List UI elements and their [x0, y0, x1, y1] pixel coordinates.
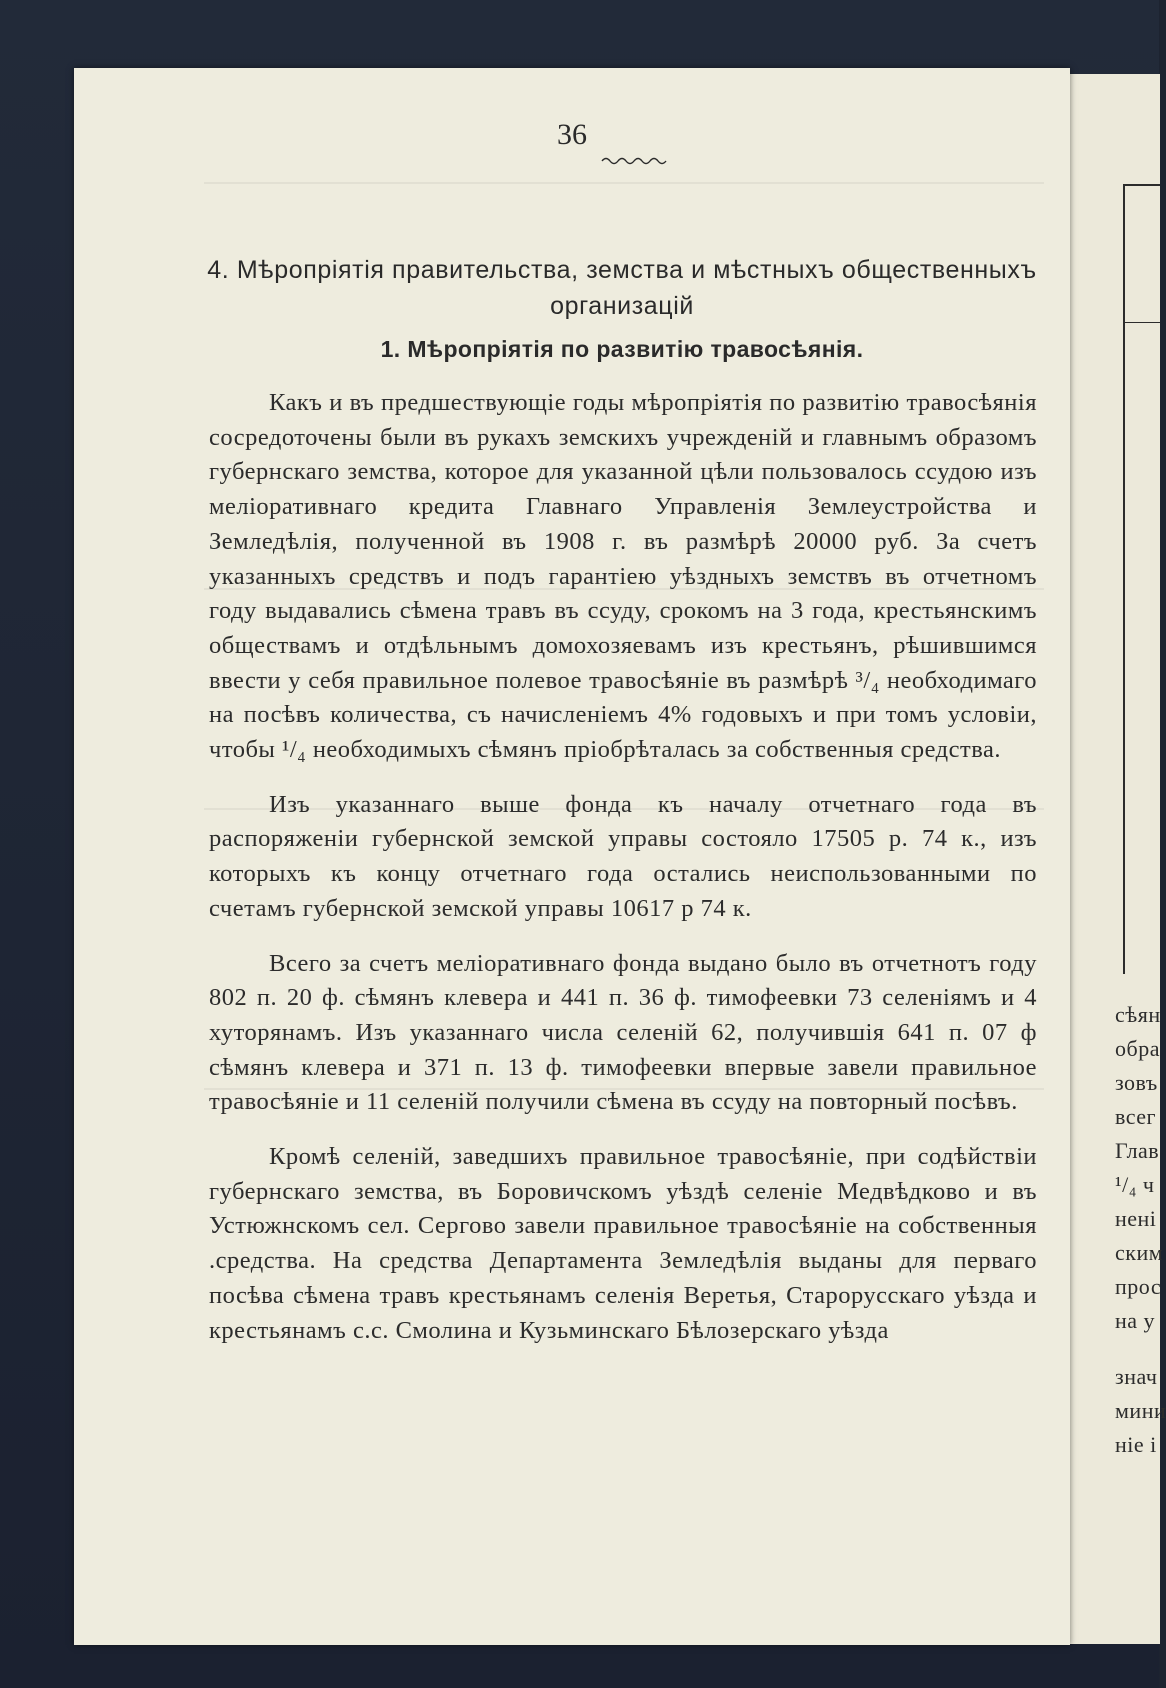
section-heading: 4. Мѣропріятія правительства, земства и мѣстныхъ общественныхъ организацій: [207, 256, 1037, 320]
show-through: [204, 182, 1044, 184]
fragment-line: Глав: [1115, 1138, 1160, 1163]
fragment-line: прос: [1115, 1274, 1162, 1299]
paragraph: Какъ и въ предшествующіе годы мѣропріятія по развитію травосѣянія сосредоточены были въ рукахъ земскихъ учрежденій и главнымъ образомъ губернскаго земства, которое для указанной цѣли пользовалось ссудою изъ меліоративнаго кредита Главнаго Управленія Землеустройства и Земледѣлія, полученной въ 1908 г. въ размѣрѣ 20000 руб. За счетъ указанныхъ средствъ и подъ гарантіею уѣздныхъ земствъ въ отчетномъ году выдавались сѣмена травъ въ ссуду, срокомъ на 3 года, крестьянскимъ обществамъ и отдѣльнымъ домохозяевамъ изъ крестьянъ, рѣшившимся ввести у себя правильное полевое травосѣяніе въ размѣрѣ ³/₄ необходимаго на посѣвъ количества, съ начисленіемъ 4% годовыхъ и при томъ условіи, чтобы ¹/₄ необходимыхъ сѣмянъ пріобрѣталась за собственныя средства.: [209, 389, 1037, 764]
ornament-wave-icon: [602, 156, 666, 166]
fragment-line: ским: [1115, 1240, 1164, 1265]
table-border-divider: [1123, 322, 1160, 323]
fragment-line: мини: [1115, 1398, 1166, 1423]
fragment-line: сѣян: [1115, 1002, 1161, 1027]
subsection-heading: 1. Мѣропріятія по развитію травосѣянія.: [380, 336, 864, 362]
fragment-line: зовъ: [1115, 1070, 1158, 1095]
body-text: [209, 386, 1037, 1348]
paragraph: Кромѣ селеній, заведшихъ правильное травосѣяніе, при содѣйствіи губернскаго земства, въ Боровичскомъ уѣздѣ селеніе Медвѣдково и въ Устюжнскомъ сел. Сергово завели правильное травосѣяніе на собственныя .средства. На средства Департамента Земледѣлія выданы для перваго посѣва сѣмена травъ крестьянамъ селенія Веретья, Старорусскаго уѣзда и крестьянамъ с.с. Смолина и Кузьминскаго Бѣлозерскаго уѣзда: [209, 1143, 1037, 1344]
paragraph: Всего за счетъ меліоративнаго фонда выдано было въ отчетнотъ году 802 п. 20 ф. сѣмянъ клевера и 441 п. 36 ф. тимофеевки 73 селеніямъ и 4 хуторянамъ. Изъ указаннаго числа селеній 62, получившія 641 п. 07 ф сѣмянъ клевера и 371 п. 13 ф. тимофеевки впервые завели правильное травосѣяніе и 11 селеній получили сѣмена въ ссуду на повторный посѣвъ.: [209, 949, 1037, 1116]
table-border-top: [1123, 184, 1160, 186]
fragment-line: ¹/₄ ч: [1115, 1172, 1155, 1197]
fragment-line: ніе і: [1115, 1432, 1157, 1457]
fragment-line: знач: [1115, 1364, 1158, 1389]
fragment-line: всег: [1115, 1104, 1157, 1129]
adjacent-page: [1066, 74, 1166, 1644]
fragment-line: обра: [1115, 1036, 1160, 1061]
fragment-line: нені: [1115, 1206, 1157, 1231]
table-border-left: [1123, 184, 1125, 974]
page-number: 36: [557, 118, 587, 151]
fragment-line: на у: [1115, 1308, 1156, 1333]
document-page: [74, 68, 1070, 1645]
paragraph: Изъ указаннаго выше фонда къ началу отчетнаго года въ распоряженіи губернской земской управы состояло 17505 р. 74 к., изъ которыхъ къ концу отчетнаго года остались неиспользованными по счетамъ губернской земской управы 10617 р 74 к.: [209, 790, 1037, 922]
